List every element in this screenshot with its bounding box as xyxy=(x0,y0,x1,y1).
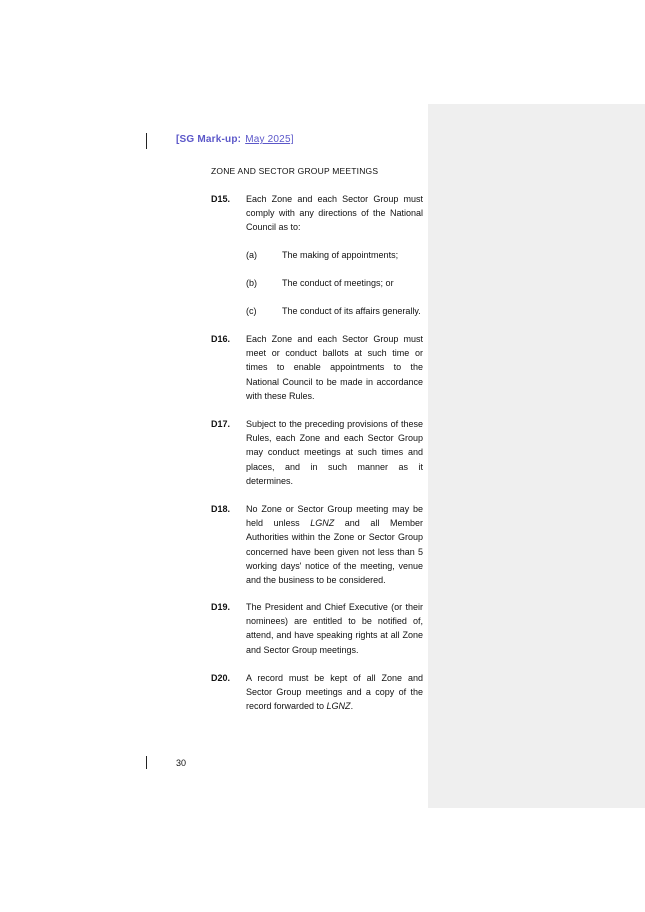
section-heading: ZONE AND SECTOR GROUP MEETINGS xyxy=(211,166,379,176)
markup-date: May 2025] xyxy=(245,134,294,145)
markup-note[interactable] xyxy=(176,134,294,145)
list-item-text: The conduct of its affairs generally. xyxy=(282,306,421,316)
clause-number: D15. xyxy=(211,194,231,204)
clause-d16 xyxy=(211,332,423,403)
comment-pane xyxy=(428,104,645,808)
clause-d19 xyxy=(211,600,423,657)
list-item-text: The conduct of meetings; or xyxy=(282,278,394,288)
clause-text: Each Zone and each Sector Group must meet or conduct ballots at such time or times to enable appointments to the National Council to be made in accordance with these Rules. xyxy=(246,334,423,401)
list-item-label: (a) xyxy=(246,250,257,260)
clause-text-part: and all Member Authorities within the Zone or Sector Group concerned have been given not less than 5 working days' notice of the meeting, venue and the business to be considered. xyxy=(246,518,423,586)
list-item-text: The making of appointments; xyxy=(282,250,399,260)
clause-d15 xyxy=(211,192,423,235)
clause-number: D17. xyxy=(211,419,231,429)
clause-number: D20. xyxy=(211,673,231,683)
clause-d18 xyxy=(211,502,423,587)
clause-text: Each Zone and each Sector Group must comply with any directions of the National Council as to: xyxy=(246,194,423,233)
clause-d20 xyxy=(211,671,423,714)
clause-text-part: . xyxy=(350,701,354,712)
page-number: 30 xyxy=(176,758,187,768)
change-bar xyxy=(146,756,147,769)
clause-text xyxy=(246,502,423,587)
clause-d17 xyxy=(211,417,423,488)
clause-text: The President and Chief Executive (or their nominees) are entitled to be notified of, attend, and have speaking rights at all Zone and Sector Group meetings. xyxy=(246,602,423,655)
list-item xyxy=(246,304,426,318)
list-item-label: (b) xyxy=(246,278,257,288)
list-item xyxy=(246,248,426,262)
lgnz-term: LGNZ xyxy=(326,701,351,712)
clause-number: D16. xyxy=(211,334,231,344)
lgnz-term: LGNZ xyxy=(310,518,335,529)
clause-text-part: A record must be kept of all Zone and Sector Group meetings and a copy of the record forwarded to xyxy=(246,673,423,712)
change-bar xyxy=(146,133,147,149)
clause-text: Subject to the preceding provisions of these Rules, each Zone and each Sector Group may conduct meetings at such times and places, and in such manner as it determines. xyxy=(246,419,423,486)
clause-number: D19. xyxy=(211,602,231,612)
clause-text-part: No Zone or Sector Group meeting may be held unless xyxy=(246,504,423,529)
list-item-label: (c) xyxy=(246,306,257,316)
clause-text xyxy=(246,671,423,714)
markup-label: [SG Mark-up: xyxy=(176,134,242,145)
clause-number: D18. xyxy=(211,504,231,514)
list-item xyxy=(246,276,426,290)
